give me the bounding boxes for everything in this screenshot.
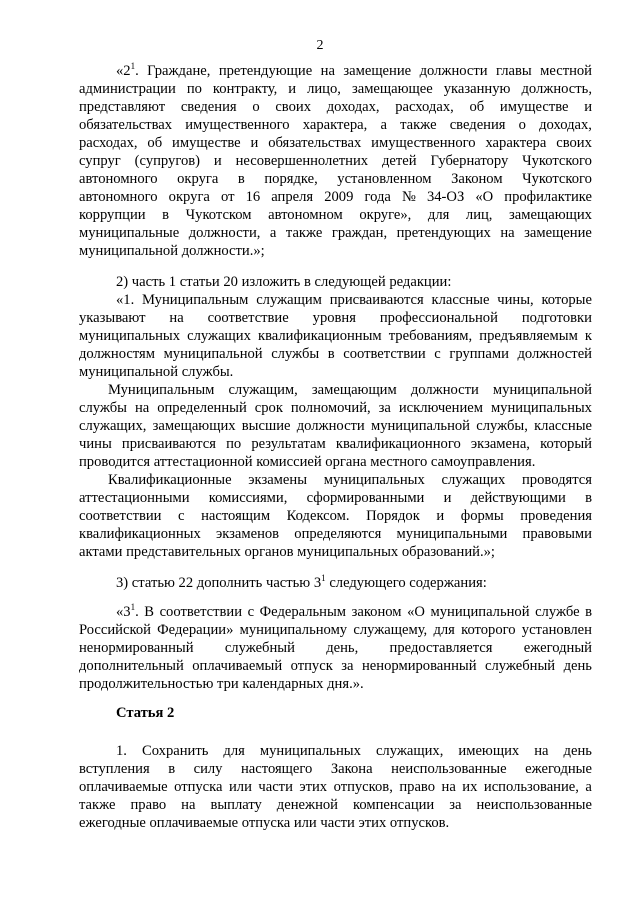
text-line: коррупции в Чукотском автономном округе», для лиц, замещающих	[79, 207, 592, 223]
text-line: дополнительный оплачиваемый отпуск за ненормированный служебный день	[79, 658, 592, 674]
text-line: чины присваиваются по результатам квалификационного экзамена, который	[79, 436, 592, 452]
text-line: указывают на соответствие уровня профессиональной подготовки	[79, 310, 592, 326]
text-line: администрации по контракту, и лицо, замещающее указанную должность,	[79, 81, 592, 97]
text-line: «$2^1$. Граждане, претендующие на замещение должности главы местной	[116, 61, 592, 79]
text-line: оплачиваемые отпуска или части этих отпусков, право на их использование, а	[79, 779, 592, 795]
text-line: муниципальных служащих квалификационным требованиям, предъявляемым к	[79, 328, 592, 344]
text-line: должностям муниципальной службы в соответствии с группами должностей	[79, 346, 592, 362]
text-line: автономного округа в порядке, установленном Законом Чукотского	[79, 171, 592, 187]
text-line: Муниципальным служащим, замещающим должности муниципальной	[108, 382, 592, 398]
text-line: «1. Муниципальным служащим присваиваются классные чины, которые	[116, 292, 592, 308]
text-line: обязательствах имущественного характера, а также сведения о доходах,	[79, 117, 592, 133]
text-line: супруг (супругов) и несовершеннолетних детей Губернатору Чукотского	[79, 153, 592, 169]
text-line: ненормированный служебный день, предоставляется ежегодный	[79, 640, 592, 656]
text-line: также право на выплату денежной компенсации за неиспользованные	[79, 797, 592, 813]
text-line: автономного округа от 16 апреля 2009 года № 34-ОЗ «О профилактике	[79, 189, 592, 205]
document-page: 2 «$2^1$. Граждане, претендующие на замещение должности главы местной администрации по контракту, и лицо, замещающее указанную должность, представляют сведения о своих доходах, расходах, об имуществе и обязательствах имущественного характера, а также сведения о доходах, расходах, об имуществе и обязательствах имущественного характера своих супруг (супругов) и несовершеннолетних детей Губернатору Чукотского автономного округа в порядке, установленном Законом Чукотского автономного округа от 16 апреля 2009 года № 34-ОЗ «О профилактике коррупции в Чукотском автономном округе», для лиц, замещающих муниципальные должности, а также граждан, претендующих на замещение муниципальной должности.»; 2) часть 1 статьи 20 изложить в следующей редакции: «1. Муниципальным служащим присваиваются классные чины, которые указывают на соответствие уровня профессиональной подготовки муниципальных служащих квалификационным требованиям, предъявляемым к должностям муниципальной службы в соответствии с группами должностей муниципальной службы. Муниципальным служащим, замещающим должности муниципальной службы на определенный срок полномочий, за исключением муниципальных служащих, замещающих высшие должности муниципальной службы, классные чины присваиваются по результатам квалификационного экзамена, который проводится аттестационной комиссией органа местного самоуправления. Квалификационные экзамены муниципальных служащих проводятся аттестационными комиссиями, сформированными и действующими в соответствии с настоящим Кодексом. Порядок и формы проведения квалификационных экзаменов определяются муниципальными правовыми актами представительных органов муниципальных образований.»; 3) статью 22 дополнить частью $3^1$ следующего содержания: «$3^1$. В соответствии с Федеральным законом «О муниципальной службе в Российской Федерации» муниципальному служащему, для которого установлен ненормированный служебный день, предоставляется ежегодный дополнительный оплачиваемый отпуск за ненормированный служебный день продолжительностью три календарных дня.». Статья 2 1. Сохранить для муниципальных служащих, имеющих на день вступления в силу настоящего Закона неиспользованные ежегодные оплачиваемые отпуска или части этих отпусков, право на их использование, а также право на выплату денежной компенсации за неиспользованные ежегодные оплачиваемые отпуска или части этих отпусков.	[0, 0, 640, 905]
page-number: 2	[316, 38, 324, 53]
text-line: 1. Сохранить для муниципальных служащих, имеющих на день	[116, 743, 592, 759]
text-line: вступления в силу настоящего Закона неиспользованные ежегодные	[79, 761, 592, 777]
text-line: «$3^1$. В соответствии с Федеральным законом «О муниципальной службе в	[116, 602, 592, 620]
text-line: Российской Федерации» муниципальному служащему, для которого установлен	[79, 622, 592, 638]
text-line: Квалификационные экзамены муниципальных служащих проводятся	[108, 472, 592, 488]
text-line: служащих, замещающих высшие должности муниципальной службы, классные	[79, 418, 592, 434]
text-line: квалификационных экзаменов определяются муниципальными правовыми	[79, 526, 592, 542]
text-line: аттестационными комиссиями, сформированными и действующими в	[79, 490, 592, 506]
text-line: службы на определенный срок полномочий, за исключением муниципальных	[79, 400, 592, 416]
text-line: представляют сведения о своих доходах, расходах, об имуществе и	[79, 99, 592, 115]
text-line: муниципальные должности, а также граждан, претендующих на замещение	[79, 225, 592, 241]
text-line: расходах, об имуществе и обязательствах имущественного характера своих	[79, 135, 592, 151]
text-line: соответствии с настоящим Кодексом. Порядок и формы проведения	[79, 508, 592, 524]
